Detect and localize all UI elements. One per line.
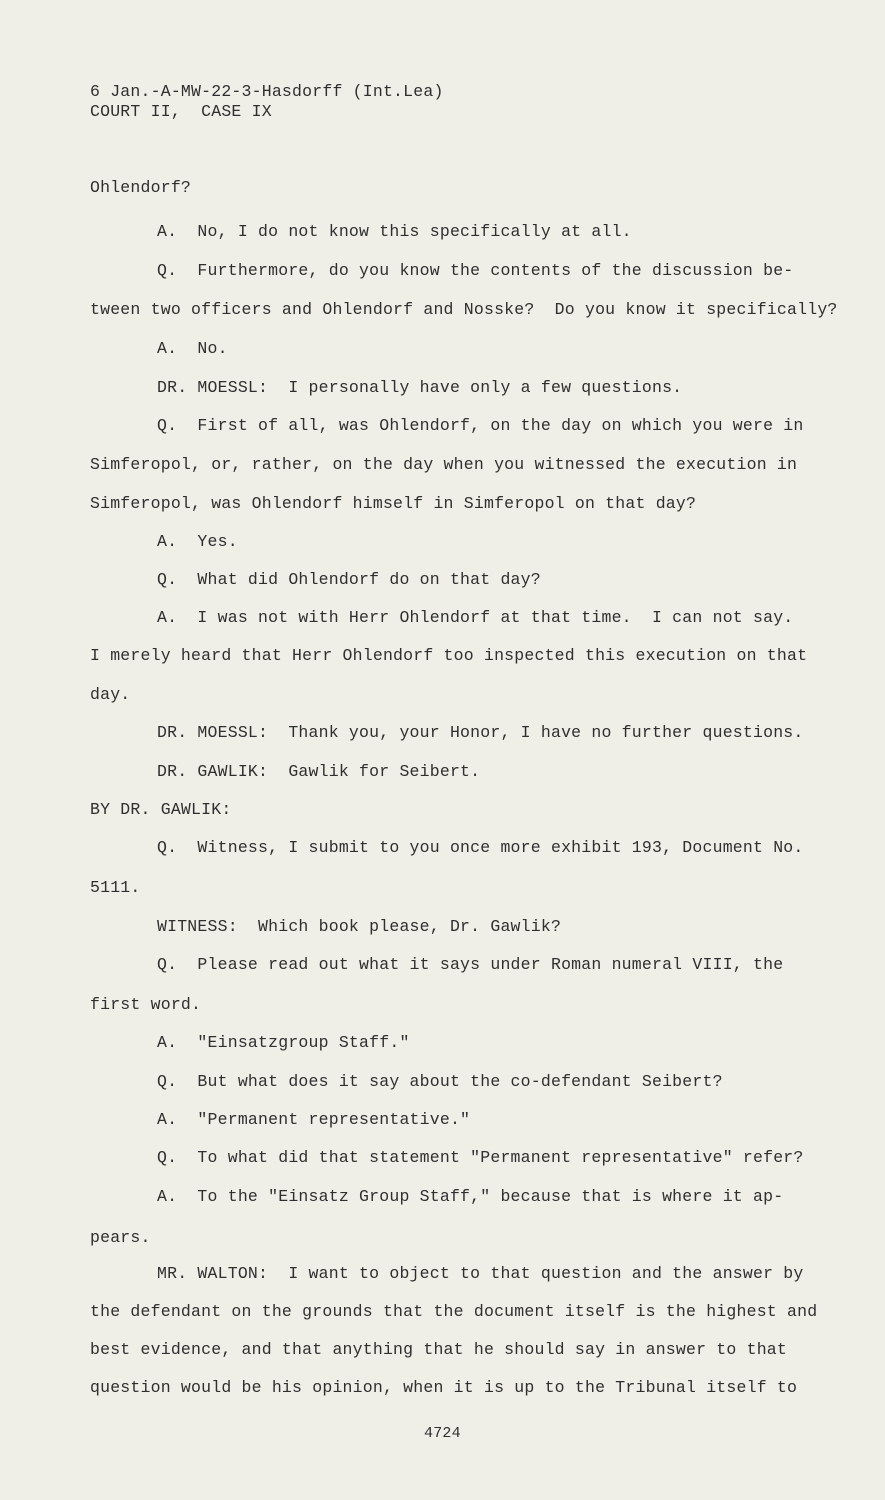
body-line: WITNESS: Which book please, Dr. Gawlik? [157,917,562,936]
body-line: Simferopol, or, rather, on the day when you witnessed the execution in [90,455,798,474]
body-line: I merely heard that Herr Ohlendorf too inspected this execution on that [90,646,808,665]
body-line: Ohlendorf? [90,178,192,197]
body-line: Q. Furthermore, do you know the contents of the discussion be- [157,261,794,280]
page-number: 4724 [424,1425,461,1442]
body-line: A. No, I do not know this specifically at all. [157,222,632,241]
body-line: A. "Permanent representative." [157,1110,471,1129]
body-line: Q. Witness, I submit to you once more exhibit 193, Document No. [157,838,804,857]
body-line: best evidence, and that anything that he should say in answer to that [90,1340,788,1359]
body-line: A. I was not with Herr Ohlendorf at that time. I can not say. [157,608,794,627]
body-line: the defendant on the grounds that the document itself is the highest and [90,1302,818,1321]
body-line: question would be his opinion, when it is up to the Tribunal itself to [90,1378,798,1397]
body-line: A. "Einsatzgroup Staff." [157,1033,410,1052]
body-line: DR. MOESSL: I personally have only a few questions. [157,378,683,397]
header-line-1: 6 Jan.-A-MW-22-3-Hasdorff (Int.Lea) [90,82,444,101]
body-line: DR. GAWLIK: Gawlik for Seibert. [157,762,481,781]
header-line-2: COURT II, CASE IX [90,102,272,121]
body-line: 5111. [90,878,141,897]
body-line: Q. What did Ohlendorf do on that day? [157,570,541,589]
body-line: Q. First of all, was Ohlendorf, on the day on which you were in [157,416,804,435]
body-line: Q. To what did that statement "Permanent representative" refer? [157,1148,804,1167]
body-line: DR. MOESSL: Thank you, your Honor, I have no further questions. [157,723,804,742]
body-line: Simferopol, was Ohlendorf himself in Simferopol on that day? [90,494,697,513]
body-line: A. To the "Einsatz Group Staff," because that is where it ap- [157,1187,784,1206]
body-line: BY DR. GAWLIK: [90,800,232,819]
body-line: A. No. [157,339,228,358]
body-line: Q. But what does it say about the co-defendant Seibert? [157,1072,723,1091]
body-line: pears. [90,1228,151,1247]
body-line: first word. [90,995,202,1014]
body-line: day. [90,685,131,704]
body-line: tween two officers and Ohlendorf and Nosske? Do you know it specifically? [90,300,838,319]
body-line: A. Yes. [157,532,238,551]
body-line: Q. Please read out what it says under Roman numeral VIII, the [157,955,784,974]
body-line: MR. WALTON: I want to object to that question and the answer by [157,1264,804,1283]
